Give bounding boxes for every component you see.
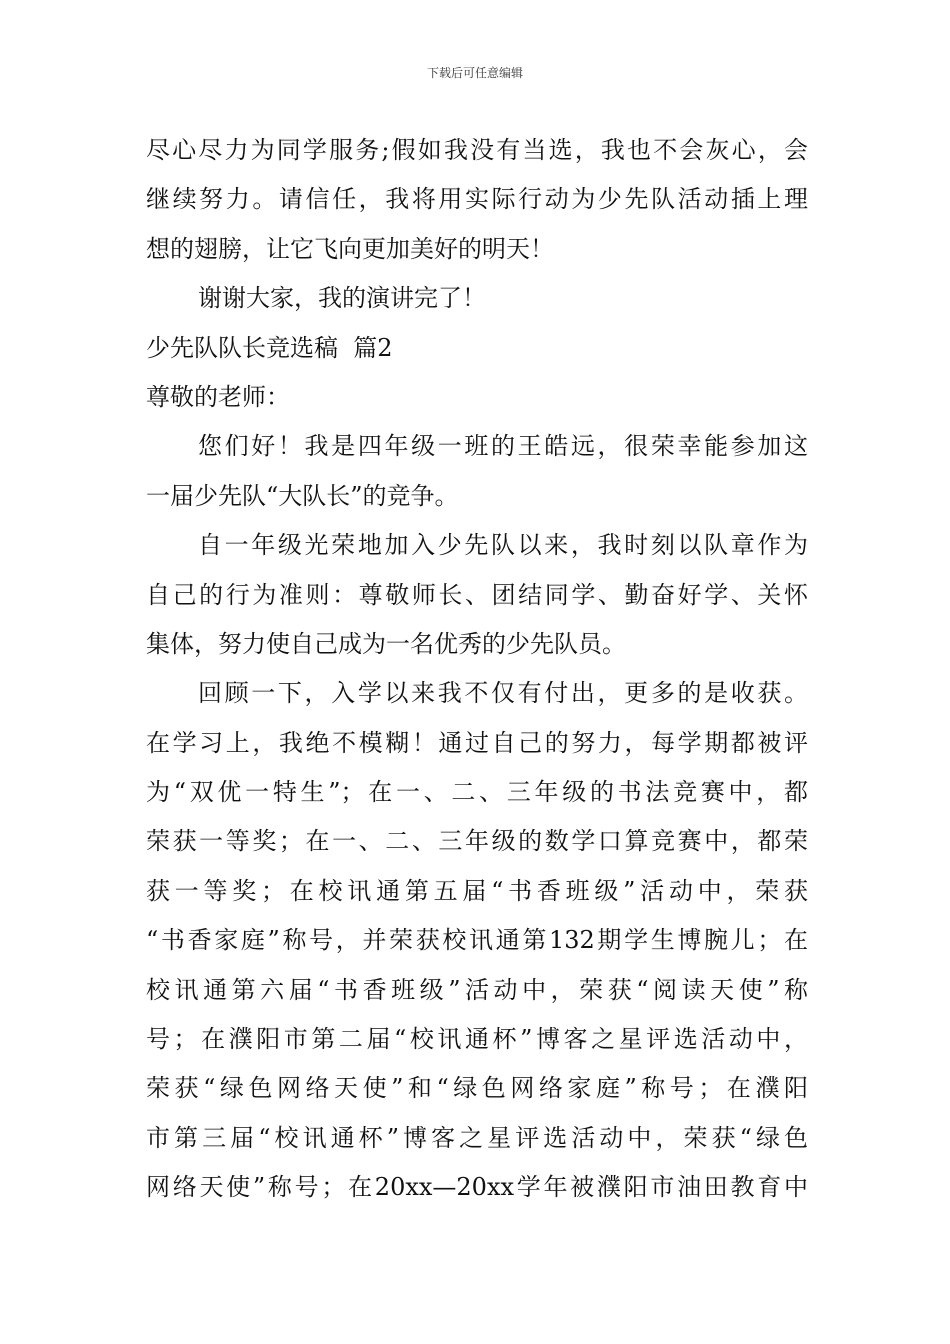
text-line-19: 号；在濮阳市第二届“校讯通杯”博客之星评选活动中， bbox=[146, 1025, 808, 1054]
text-line-18: 校讯通第六届“书香班级”活动中，荣获“阅读天使”称 bbox=[146, 975, 808, 1004]
text-line-1: 尽心尽力为同学服务;假如我没有当选，我也不会灰心，会 bbox=[146, 136, 808, 164]
text-line-17: “书香家庭”称号，并荣获校讯通第132期学生博腕儿；在 bbox=[146, 926, 808, 955]
text-line-4: 谢谢大家，我的演讲完了！ bbox=[198, 284, 486, 313]
section-title: 少先队队长竞选稿 篇2 bbox=[146, 333, 393, 362]
text-line-11: 集体，努力使自己成为一名优秀的少先队员。 bbox=[146, 629, 626, 658]
page-header: 下载后可任意编辑 bbox=[426, 66, 523, 80]
text-line-3: 想的翅膀，让它飞向更加美好的明天！ bbox=[146, 234, 554, 263]
text-line-16: 获一等奖；在校讯通第五届“书香班级”活动中，荣获 bbox=[146, 876, 808, 905]
text-line-21: 市第三届“校讯通杯”博客之星评选活动中，荣获“绿色 bbox=[146, 1123, 808, 1152]
text-line-9: 自一年级光荣地加入少先队以来，我时刻以队章作为 bbox=[198, 531, 808, 560]
text-line-13: 在学习上，我绝不模糊！通过自己的努力，每学期都被评 bbox=[146, 728, 808, 757]
text-line-14: 为“双优一特生”；在一、二、三年级的书法竞赛中，都 bbox=[146, 778, 808, 807]
text-line-10: 自己的行为准则：尊敬师长、团结同学、勤奋好学、关怀 bbox=[146, 580, 808, 609]
text-line-12: 回顾一下，入学以来我不仅有付出，更多的是收获。 bbox=[198, 679, 808, 708]
text-line-22: 网络天使”称号；在20xx—20xx学年被濮阳市油田教育中 bbox=[146, 1173, 808, 1202]
text-line-15: 荣获一等奖；在一、二、三年级的数学口算竞赛中，都荣 bbox=[146, 827, 808, 856]
salutation: 尊敬的老师： bbox=[146, 382, 290, 411]
text-line-7: 您们好！我是四年级一班的王皓远，很荣幸能参加这 bbox=[198, 432, 808, 461]
text-line-20: 荣获“绿色网络天使”和“绿色网络家庭”称号；在濮阳 bbox=[146, 1074, 808, 1103]
document-body bbox=[146, 126, 808, 1213]
text-line-8: 一届少先队“大队长”的竞争。 bbox=[146, 481, 459, 510]
text-line-2: 继续努力。请信任，我将用实际行动为少先队活动插上理 bbox=[146, 185, 808, 214]
